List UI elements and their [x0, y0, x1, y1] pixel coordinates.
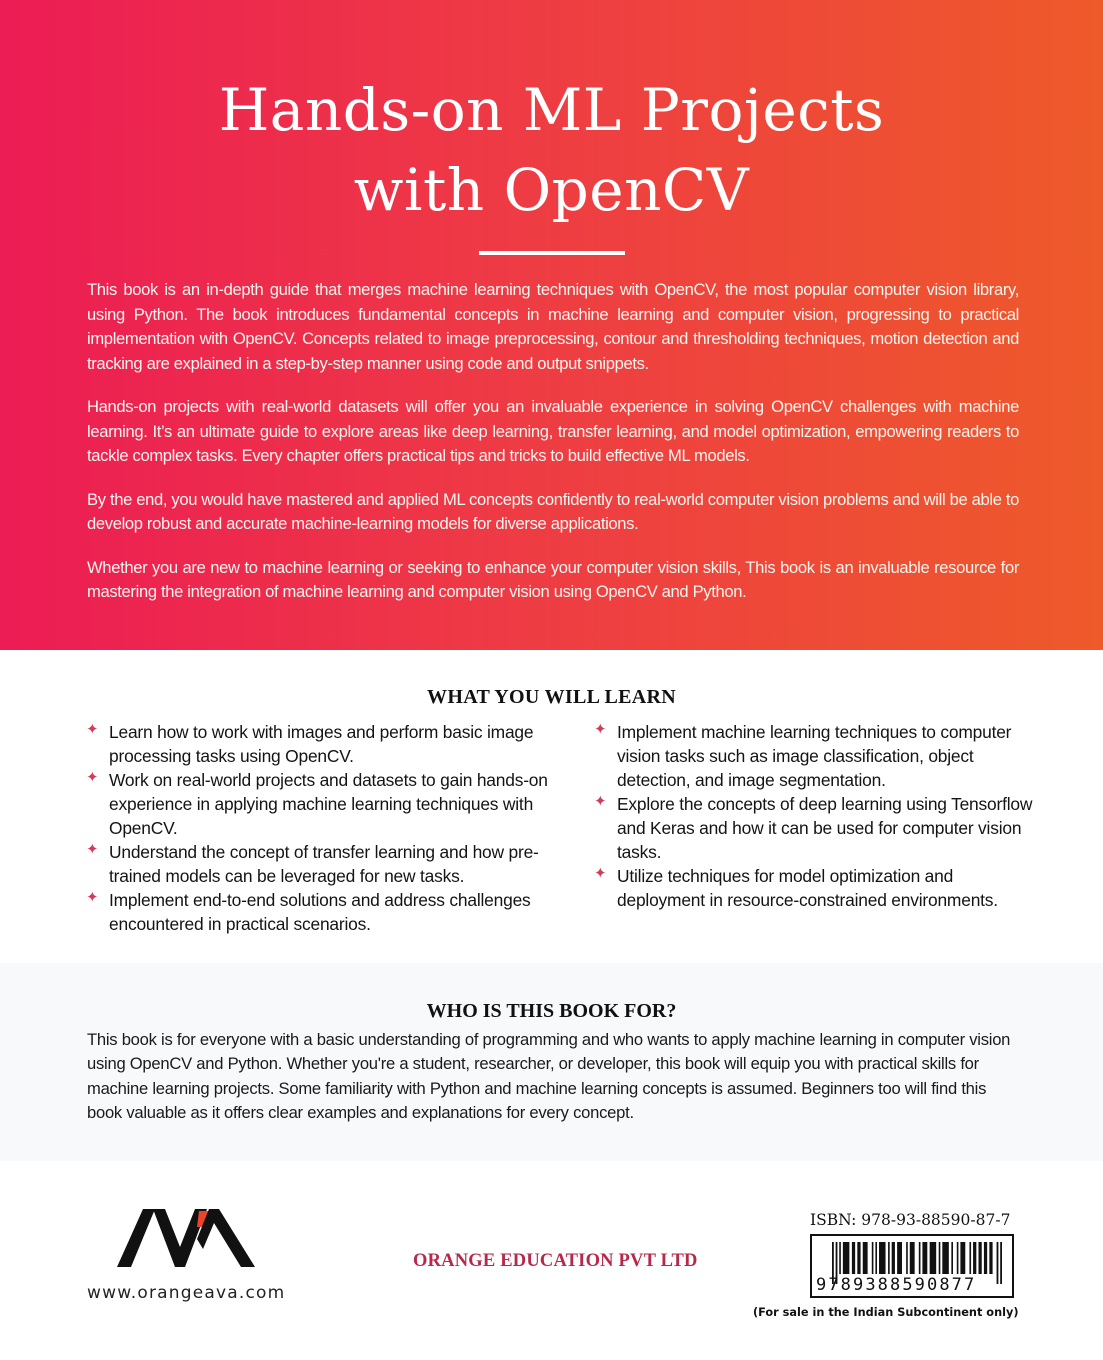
- learn-list-right: [594, 720, 1034, 912]
- star-bullet-icon: ✦: [86, 841, 99, 858]
- barcode-bar: [951, 1242, 953, 1274]
- logo-letter-a-left: [117, 1209, 155, 1267]
- learn-item-text: Implement machine learning techniques to computer vision tasks such as image classification, object detection, and image segmentation.: [617, 722, 1012, 790]
- learn-item: [86, 888, 556, 936]
- barcode-bar: [879, 1242, 886, 1274]
- audience-description: This book is for everyone with a basic understanding of programming and who wants to apply machine learning in computer vision using OpenCV and Python. Whether you're a student, researcher, or developer, this book will equip you with practical skills for machine learning projects. Some familiarity with Python and machine learning concepts is assumed. Beginners too will find this book valuable as it offers clear examples and explanations for every concept.: [87, 1030, 1011, 1122]
- learn-item-text: Work on real-world projects and datasets to gain hands-on experience in applying machine learning techniques with OpenCV.: [109, 770, 548, 838]
- learn-item-text: Utilize techniques for model optimization and deployment in resource-constrained environments.: [617, 866, 998, 910]
- barcode-bar: [919, 1242, 921, 1274]
- description-paragraph: Hands-on projects with real-world datasets will offer you an invaluable experience in solving OpenCV challenges with machine learning. It’s an ultimate guide to explore areas like deep learning, transfer learning, and model optimization, empowering readers to tackle complex tasks. Every chapter offers practical tips and tricks to build effective ML models.: [87, 397, 1019, 465]
- book-title: [0, 70, 1103, 230]
- learn-item: [86, 768, 556, 840]
- barcode-bar: [942, 1242, 949, 1274]
- star-bullet-icon: ✦: [86, 889, 99, 906]
- barcode-bar: [957, 1242, 959, 1274]
- learn-item: [594, 864, 1034, 912]
- star-bullet-icon: ✦: [594, 865, 607, 882]
- learn-item: [86, 840, 556, 888]
- who-is-this-book-for-heading: WHO IS THIS BOOK FOR?: [426, 1000, 677, 1022]
- logo-letter-a-right: [197, 1209, 255, 1267]
- barcode-bar: [910, 1242, 915, 1274]
- barcode-bar: [939, 1242, 941, 1274]
- ava-logo: [117, 1207, 257, 1269]
- barcode-bar: [922, 1242, 927, 1274]
- publisher-name: ORANGE EDUCATION PVT LTD: [413, 1251, 698, 1271]
- barcode-bar: [872, 1242, 874, 1274]
- cover-hero-band: [0, 0, 1103, 650]
- isbn-label: ISBN: 978-93-88590-87-7: [810, 1211, 1011, 1229]
- star-bullet-icon: ✦: [86, 769, 99, 786]
- learn-item-text: Explore the concepts of deep learning using Tensorflow and Keras and how it can be used for computer vision tasks.: [617, 794, 1033, 862]
- barcode-bar: [906, 1242, 908, 1274]
- barcode-bar: [897, 1242, 902, 1274]
- star-bullet-icon: ✦: [594, 793, 607, 810]
- learn-item: [594, 720, 1034, 792]
- learn-item-text: Implement end-to-end solutions and address challenges encountered in practical scenarios.: [109, 890, 531, 934]
- publisher-website: www.orangeava.com: [87, 1283, 286, 1303]
- description-paragraph: This book is an in-depth guide that merges machine learning techniques with OpenCV, the most popular computer vision library, using Python. The book introduces fundamental concepts in machine learning and computer vision, progressing to practical implementation with OpenCV. Concepts related to image preprocessing, contour and thresholding techniques, motion detection and tracking are explained in a step-by-step manner using code and output snippets.: [87, 280, 1019, 373]
- title-divider: [479, 251, 625, 255]
- learn-item-text: Learn how to work with images and perform basic image processing tasks using OpenCV.: [109, 722, 534, 766]
- barcode-bar: [973, 1242, 976, 1274]
- star-bullet-icon: ✦: [86, 721, 99, 738]
- barcode-bar: [875, 1242, 877, 1274]
- barcode-bar: [843, 1242, 850, 1274]
- barcode-bar: [888, 1242, 890, 1274]
- barcode-bar: [960, 1242, 965, 1274]
- description-paragraph: By the end, you would have mastered and applied ML concepts confidently to real-world computer vision problems and will be able to develop robust and accurate machine-learning models for diverse applications.: [87, 489, 1019, 533]
- barcode-bar: [839, 1242, 841, 1274]
- barcode-bar: [857, 1242, 860, 1274]
- barcode-bar: [969, 1242, 971, 1274]
- isbn-barcode: [810, 1234, 1014, 1298]
- barcode-bar: [978, 1242, 981, 1274]
- what-you-will-learn-heading: WHAT YOU WILL LEARN: [427, 686, 676, 708]
- sale-region-note: (For sale in the Indian Subcontinent only): [753, 1306, 1019, 1319]
- barcode-bar: [892, 1242, 895, 1274]
- learn-item: [86, 720, 556, 768]
- description-paragraph: Whether you are new to machine learning or seeking to enhance your computer vision skills, This book is an invaluable resource for mastering the integration of machine learning and computer vision using OpenCV and Python.: [87, 557, 1019, 601]
- barcode-bar: [989, 1242, 992, 1274]
- book-title-line-2: with OpenCV: [353, 156, 750, 224]
- star-bullet-icon: ✦: [594, 721, 607, 738]
- barcode-digits: 9789388590877: [816, 1275, 977, 1295]
- barcode-bar: [852, 1242, 855, 1274]
- barcode-bar: [984, 1242, 987, 1274]
- learn-item: [594, 792, 1034, 864]
- book-title-line-1: Hands-on ML Projects: [218, 76, 885, 144]
- barcode-bar: [930, 1242, 937, 1274]
- barcode-bar: [863, 1242, 868, 1274]
- learn-item-text: Understand the concept of transfer learning and how pre-trained models can be leveraged for new tasks.: [109, 842, 539, 886]
- book-description: [87, 278, 1019, 624]
- learn-list-left: [86, 720, 556, 936]
